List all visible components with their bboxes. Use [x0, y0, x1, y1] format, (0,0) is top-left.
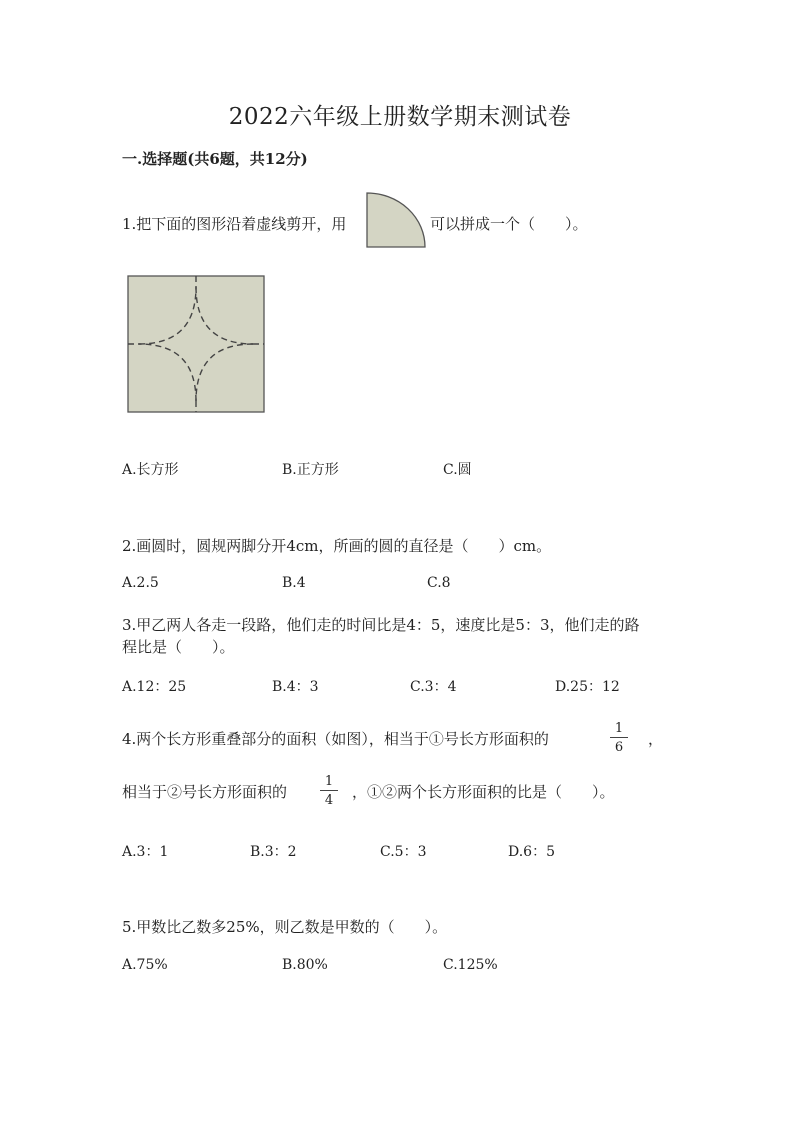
page-title: 2022六年级上册数学期末测试卷: [228, 104, 572, 130]
quarter-circle-shape-icon: [366, 192, 426, 248]
q5-option-c[interactable]: C.125%: [443, 957, 498, 973]
q2-option-c[interactable]: C.8: [427, 575, 451, 591]
q4-option-b[interactable]: B.3：2: [250, 844, 297, 860]
dashed-square-figure: [127, 275, 265, 413]
q5-option-b[interactable]: B.80%: [282, 957, 328, 973]
q1-option-a[interactable]: A.长方形: [122, 462, 179, 478]
q2-text: 2.画圆时，圆规两脚分开4cm，所画的圆的直径是（ ）cm。: [122, 537, 552, 555]
q2-option-a[interactable]: A.2.5: [122, 575, 159, 591]
q4-fraction-one-sixth: [610, 722, 628, 754]
section-heading: 一.选择题(共6题，共12分): [122, 150, 308, 168]
q4-option-c[interactable]: C.5：3: [380, 844, 427, 860]
fraction-denominator: 4: [324, 793, 334, 808]
q1-text-before: 1.把下面的图形沿着虚线剪开，用: [122, 215, 347, 233]
q4-option-d[interactable]: D.6：5: [508, 844, 555, 860]
q5-text: 5.甲数比乙数多25%，则乙数是甲数的（ ）。: [122, 918, 448, 936]
q4-fraction-one-fourth: [320, 775, 338, 807]
q4-option-a[interactable]: A.3：1: [122, 844, 169, 860]
q2-option-b[interactable]: B.4: [282, 575, 306, 591]
fraction-numerator: 1: [324, 774, 334, 789]
q3-option-b[interactable]: B.4：3: [272, 679, 319, 695]
q3-text-line1: 3.甲乙两人各走一段路，他们走的时间比是4：5，速度比是5：3，他们走的路: [122, 616, 640, 634]
q4-text-line2: 相当于②号长方形面积的: [122, 783, 288, 801]
q3-option-c[interactable]: C.3：4: [410, 679, 457, 695]
q1-text-after: 可以拼成一个（ ）。: [430, 215, 588, 233]
fraction-denominator: 6: [614, 740, 624, 755]
fraction-numerator: 1: [614, 721, 624, 736]
q3-option-a[interactable]: A.12：25: [122, 679, 187, 695]
q5-option-a[interactable]: A.75%: [122, 957, 168, 973]
q3-option-d[interactable]: D.25：12: [555, 679, 620, 695]
q1-option-c[interactable]: C.圆: [443, 462, 472, 478]
q4-text-line1: 4.两个长方形重叠部分的面积（如图），相当于①号长方形面积的: [122, 730, 549, 748]
q4-text-line2-after: ，①②两个长方形面积的比是（ ）。: [352, 783, 615, 801]
q3-text-line2: 程比是（ ）。: [122, 638, 235, 656]
q1-option-b[interactable]: B.正方形: [282, 462, 339, 478]
q4-comma: ，: [648, 730, 664, 748]
